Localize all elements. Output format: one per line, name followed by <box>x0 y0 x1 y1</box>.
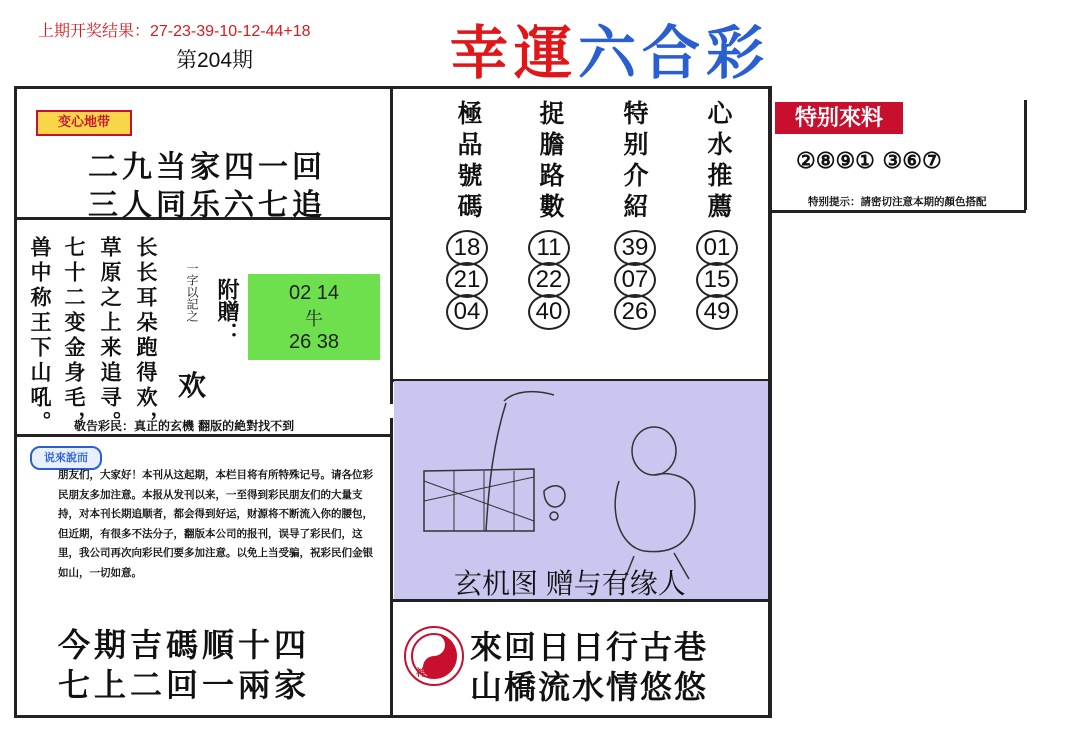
gift-label: 附贈： <box>214 278 240 344</box>
poem-column-2: 草原之上来追寻。 <box>98 236 123 436</box>
number-circle: 49 <box>696 294 738 330</box>
zodiac-name: 牛 <box>305 309 323 330</box>
story-paragraph: 朋友们，大家好！本刊从这起期，本栏目将有所特殊记号。请各位彩民朋友多加注意。本报从发刊以来，一至得到彩民朋友们的大量支持，对本刊长期追顺者，都会得到好运，财源将不断流入你的腰包，但近期，有很多不法分子，翻版本公司的报刊，误导了彩民们，这里，我公司再次向彩民们要多加注意。以免上当受骗，祝彩民们金银如山，一切如意。 <box>58 469 373 579</box>
yinyang-icon <box>404 626 464 686</box>
gift-word: 欢 <box>178 369 207 402</box>
issue-number: 第204期 <box>176 49 254 72</box>
badge-text: 神童 <box>416 668 436 679</box>
logo-part1: 幸運 <box>450 19 579 87</box>
lucky-line-2: 七上二回一兩家 <box>58 666 311 704</box>
number-circle: 22 <box>528 262 570 298</box>
number-circle: 04 <box>446 294 488 330</box>
divider-vertical-left <box>390 88 393 716</box>
logo-title <box>450 6 770 90</box>
poem-column-1: 长长耳朵跑得欢， <box>134 236 159 436</box>
number-circle: 07 <box>614 262 656 298</box>
section-tag-left-top: 变心地带 <box>36 110 132 136</box>
lucky-line-1: 今期吉碼順十四 <box>58 626 311 664</box>
number-circle: 15 <box>696 262 738 298</box>
notice-text: 敬告彩民：真正的玄機 翻版的絶對找不到 <box>74 419 295 433</box>
section-tag-story: 说來說而 <box>30 446 102 470</box>
previous-result: 上期开奖结果：27-23-39-10-12-44+18 <box>38 23 311 40</box>
header-special-intro: 特别介紹 <box>620 100 649 224</box>
number-circle: 26 <box>614 294 656 330</box>
riddle-line-1: 二九当家四一回 <box>88 150 326 185</box>
header-heart-recommend: 心水推薦 <box>704 100 733 224</box>
special-note: 特别提示：請密切注意本期的顏色搭配 <box>808 196 987 208</box>
header-gall-numbers: 捉膽路數 <box>536 100 565 224</box>
number-circle: 21 <box>446 262 488 298</box>
verse-line-2: 山橋流水情悠悠 <box>470 668 709 706</box>
riddle-line-2: 三人同乐六七追 <box>88 188 326 223</box>
special-numbers: ②⑧⑨① ③⑥⑦ <box>796 148 942 174</box>
zodiac-number-box <box>248 274 380 360</box>
verse-line-1: 來回日日行古巷 <box>470 628 709 666</box>
header-elite-numbers: 極品號碼 <box>454 100 483 224</box>
divider-right-edge <box>1024 100 1027 210</box>
special-title: 特别來料 <box>775 102 903 134</box>
number-circle: 39 <box>614 230 656 266</box>
divider-vertical-right <box>768 88 771 716</box>
poem-column-4: 兽中称王下山吼。 <box>28 236 53 436</box>
number-circle: 40 <box>528 294 570 330</box>
hint-label: 一字以記之 <box>185 262 199 322</box>
number-circle: 01 <box>696 230 738 266</box>
logo-part2: 六合彩 <box>578 19 771 87</box>
zodiac-numbers-top: 02 14 <box>288 282 340 304</box>
divider-right <box>770 210 1026 213</box>
picture-caption: 玄机图 赠与有缘人 <box>454 568 686 599</box>
poem-column-3: 七十二变金身毛， <box>62 236 87 436</box>
number-circle: 18 <box>446 230 488 266</box>
zodiac-numbers-bottom: 26 38 <box>288 331 340 353</box>
number-circle: 11 <box>528 230 570 266</box>
